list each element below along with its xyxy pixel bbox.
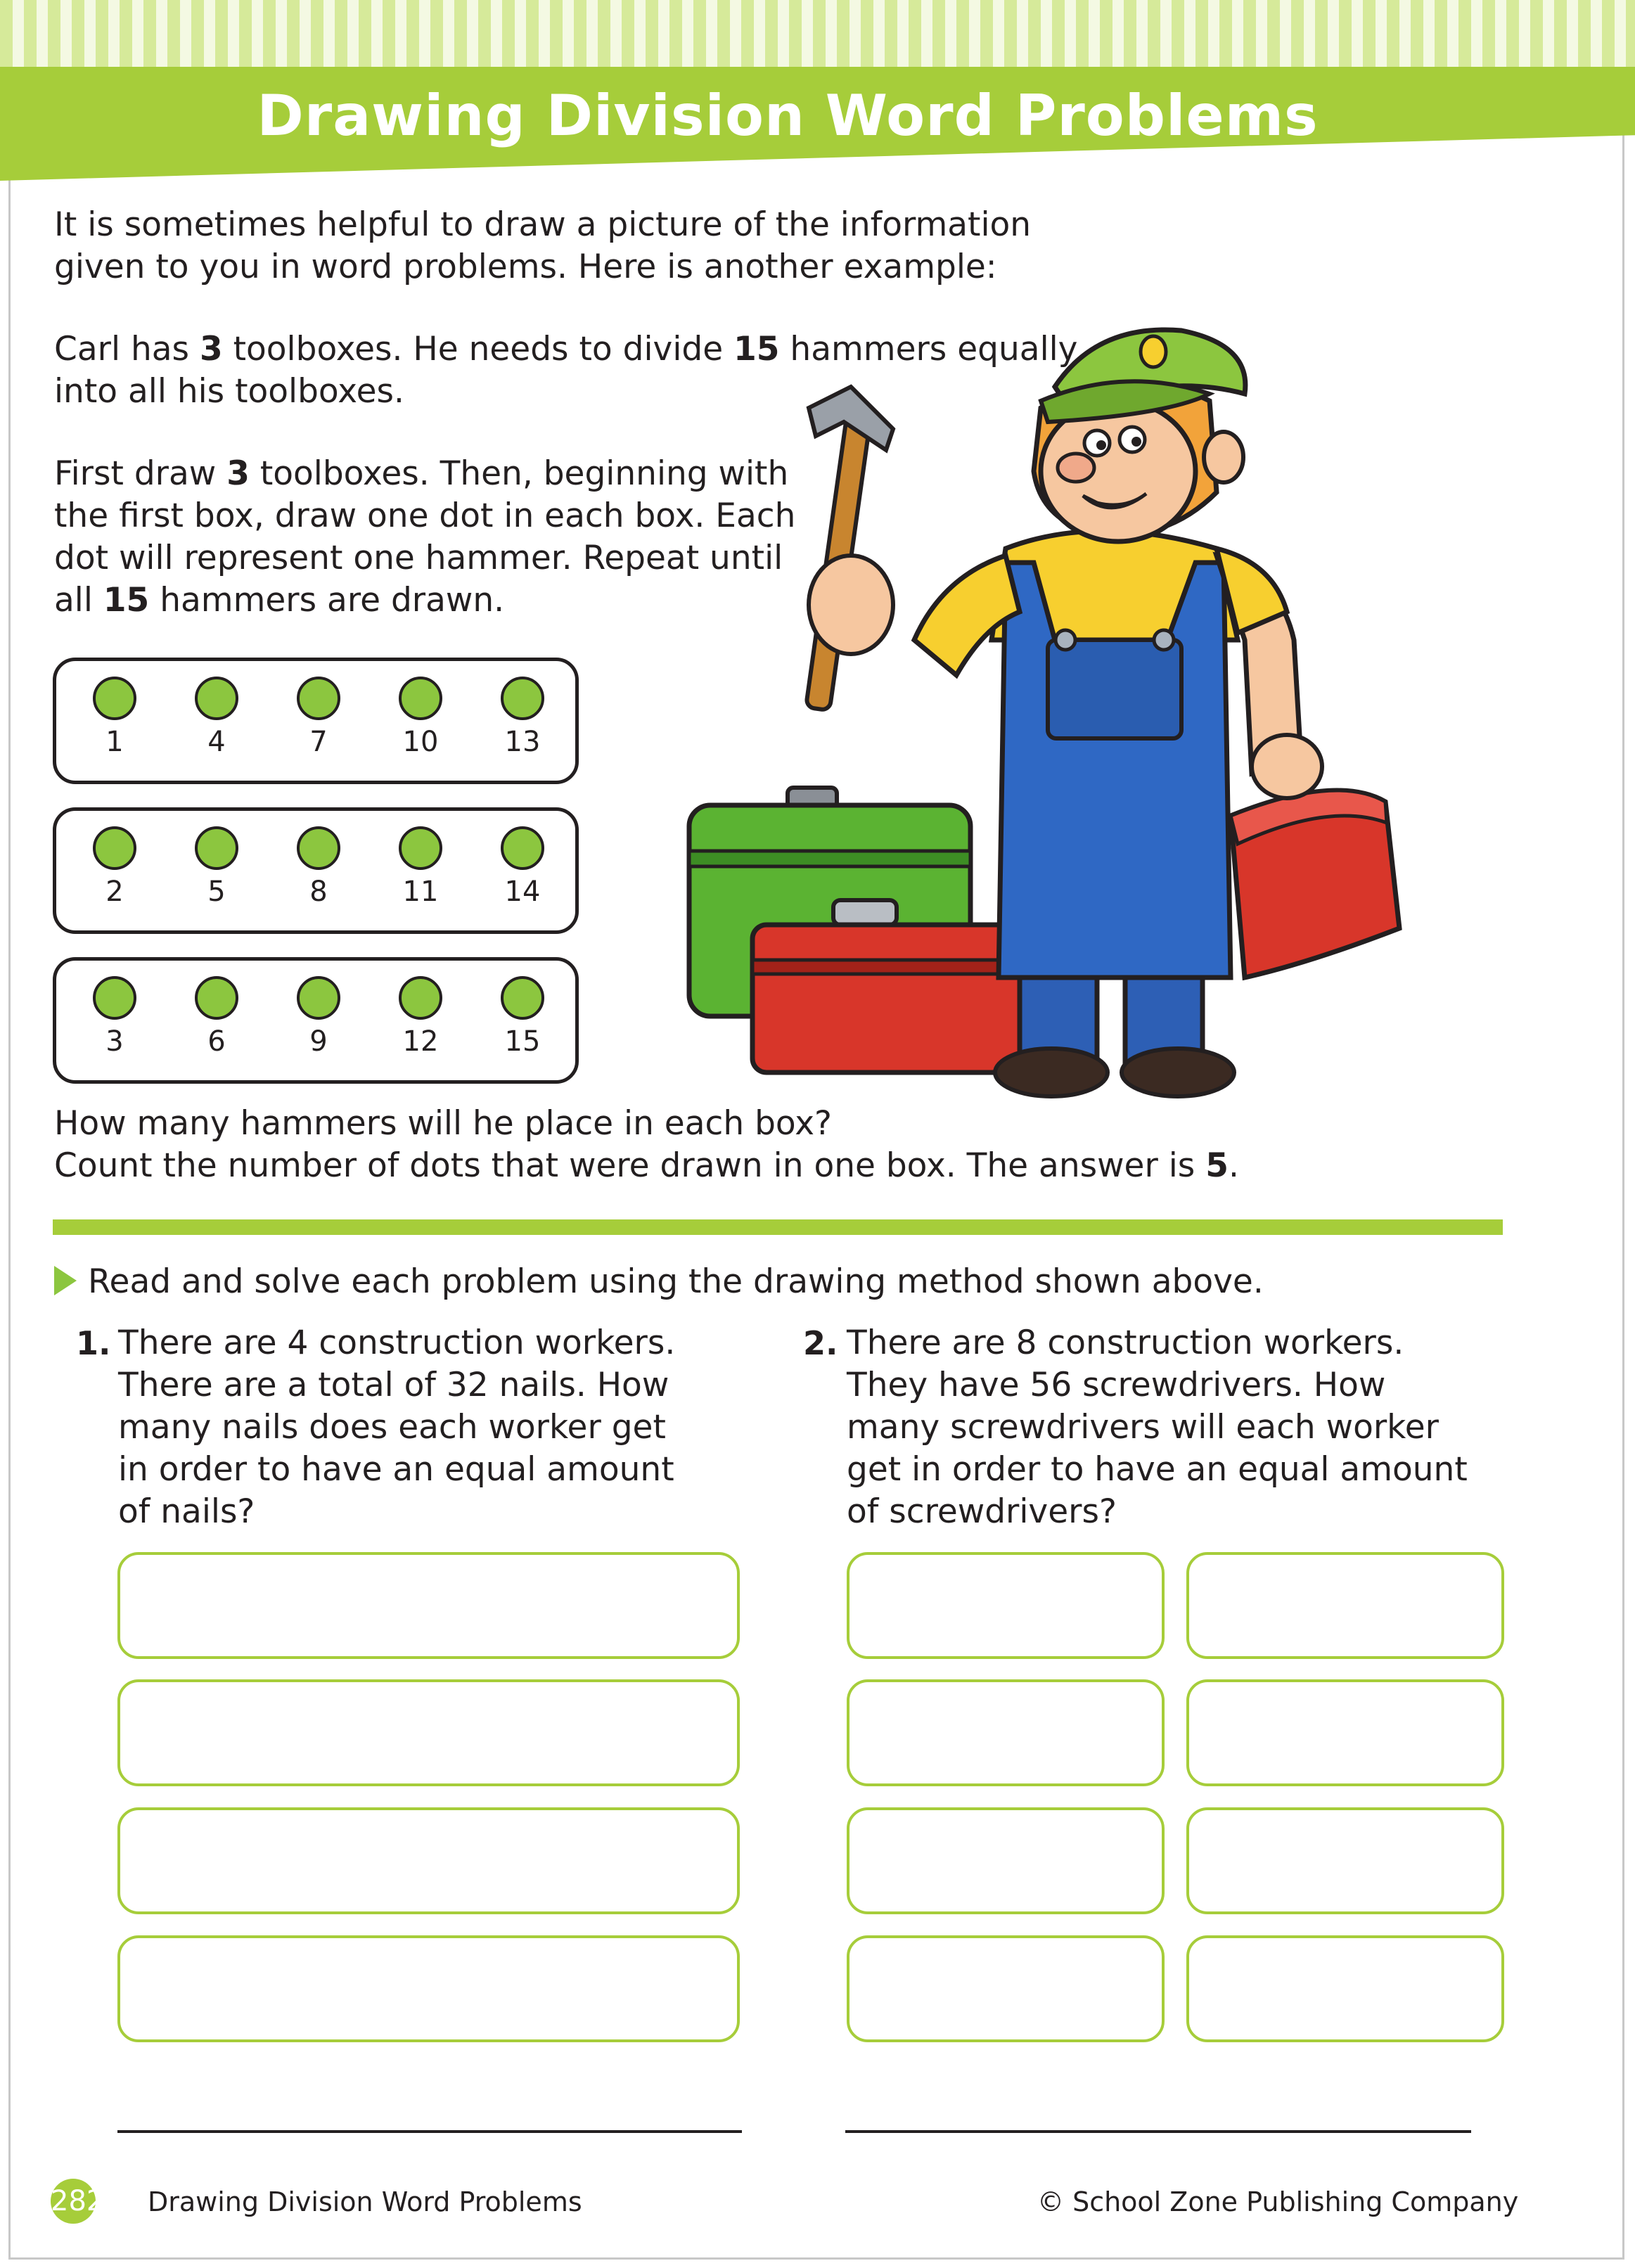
hammer-dot <box>195 677 238 720</box>
red-toolbox-icon <box>752 900 1027 1072</box>
dot-number: 10 <box>402 726 439 758</box>
problem-1-line: many nails does each worker get <box>118 1408 666 1447</box>
hammer-dot <box>93 826 136 870</box>
problem-2-drawing-box[interactable] <box>1186 1935 1504 2042</box>
problem-1-line: There are 4 construction workers. <box>118 1324 676 1362</box>
problem-2-drawing-box[interactable] <box>1186 1807 1504 1914</box>
problem-2-drawing-box[interactable] <box>847 1679 1165 1786</box>
footer-copyright: © School Zone Publishing Company <box>1037 2186 1519 2217</box>
problem-2-line: many screwdrivers will each worker <box>847 1408 1439 1447</box>
dot-number: 11 <box>402 876 439 908</box>
hammer-dot <box>501 677 544 720</box>
example-problem-line-1: Carl has 3 toolboxes. He needs to divide 15 hammers equally <box>54 330 1078 369</box>
hammer-dot <box>399 976 442 1020</box>
hammer-dot <box>195 976 238 1020</box>
problem-1-line: of nails? <box>118 1492 255 1531</box>
problem-1-drawing-box[interactable] <box>117 1679 740 1786</box>
dot-number: 6 <box>207 1025 226 1058</box>
problem-1-line: There are a total of 32 nails. How <box>118 1366 669 1404</box>
problem-1-drawing-box[interactable] <box>117 1935 740 2042</box>
dot-number: 2 <box>105 876 124 908</box>
footer-section-title: Drawing Division Word Problems <box>148 2186 582 2217</box>
dot-number: 15 <box>504 1025 541 1058</box>
hammer-dot <box>93 677 136 720</box>
problem-2-line: get in order to have an equal amount <box>847 1450 1468 1489</box>
arrow-icon <box>54 1266 77 1295</box>
problem-1-number: 1. <box>76 1324 111 1362</box>
hammer-dot <box>93 976 136 1020</box>
problem-2-line: of screwdrivers? <box>847 1492 1117 1531</box>
green-cap-icon <box>1041 330 1245 422</box>
page-number: 282 <box>51 2179 96 2224</box>
intro-line-2: given to you in word problems. Here is another example: <box>54 248 997 286</box>
carried-red-toolbox-icon <box>1231 790 1399 978</box>
problem-2-drawing-box[interactable] <box>1186 1552 1504 1659</box>
toolbox-drawing-3 <box>53 957 579 1084</box>
hammer-dot <box>297 976 340 1020</box>
dot-number: 12 <box>402 1025 439 1058</box>
problem-2-drawing-box[interactable] <box>847 1807 1165 1914</box>
dot-number: 7 <box>309 726 328 758</box>
toolbox-drawing-1 <box>53 658 579 784</box>
hammer-dot <box>501 976 544 1020</box>
dot-number: 4 <box>207 726 226 758</box>
top-stripe <box>0 0 1635 67</box>
example-answer: Count the number of dots that were drawn in one box. The answer is 5. <box>54 1146 1239 1185</box>
dot-number: 5 <box>207 876 226 908</box>
problem-2-number: 2. <box>803 1324 838 1362</box>
page-title: Drawing Division Word Problems <box>257 83 1319 148</box>
dot-number: 3 <box>105 1025 124 1058</box>
hammer-dot <box>195 826 238 870</box>
dot-number: 9 <box>309 1025 328 1058</box>
problem-1-answer-line[interactable] <box>117 2130 742 2133</box>
construction-worker-illustration <box>675 309 1435 1104</box>
example-steps-line-4: all 15 hammers are drawn. <box>54 581 505 620</box>
problem-2-line: They have 56 screwdrivers. How <box>847 1366 1386 1404</box>
problem-1-line: in order to have an equal amount <box>118 1450 674 1489</box>
instructions: Read and solve each problem using the drawing method shown above. <box>88 1262 1264 1301</box>
toolbox-drawing-2 <box>53 807 579 934</box>
problem-2-line: There are 8 construction workers. <box>847 1324 1404 1362</box>
dot-number: 13 <box>504 726 541 758</box>
hammer-dot <box>399 677 442 720</box>
intro-line-1: It is sometimes helpful to draw a picture of the information <box>54 205 1032 244</box>
dot-number: 1 <box>105 726 124 758</box>
problem-2-drawing-box[interactable] <box>847 1552 1165 1659</box>
hammer-icon <box>806 387 893 710</box>
section-divider <box>53 1219 1503 1235</box>
problem-1-drawing-box[interactable] <box>117 1552 740 1659</box>
hammer-dot <box>501 826 544 870</box>
example-steps-line-3: dot will represent one hammer. Repeat until <box>54 539 783 577</box>
hammer-dot <box>297 826 340 870</box>
problem-1-drawing-box[interactable] <box>117 1807 740 1914</box>
example-steps-line-2: the first box, draw one dot in each box. Each <box>54 496 796 535</box>
problem-2-drawing-box[interactable] <box>847 1935 1165 2042</box>
hammer-dot <box>297 677 340 720</box>
dot-number: 8 <box>309 876 328 908</box>
problem-2-drawing-box[interactable] <box>1186 1679 1504 1786</box>
hammer-dot <box>399 826 442 870</box>
example-steps-line-1: First draw 3 toolboxes. Then, beginning with <box>54 454 789 493</box>
example-question: How many hammers will he place in each box? <box>54 1104 832 1143</box>
example-problem-line-2: into all his toolboxes. <box>54 372 404 411</box>
dot-number: 14 <box>504 876 541 908</box>
problem-2-answer-line[interactable] <box>845 2130 1471 2133</box>
